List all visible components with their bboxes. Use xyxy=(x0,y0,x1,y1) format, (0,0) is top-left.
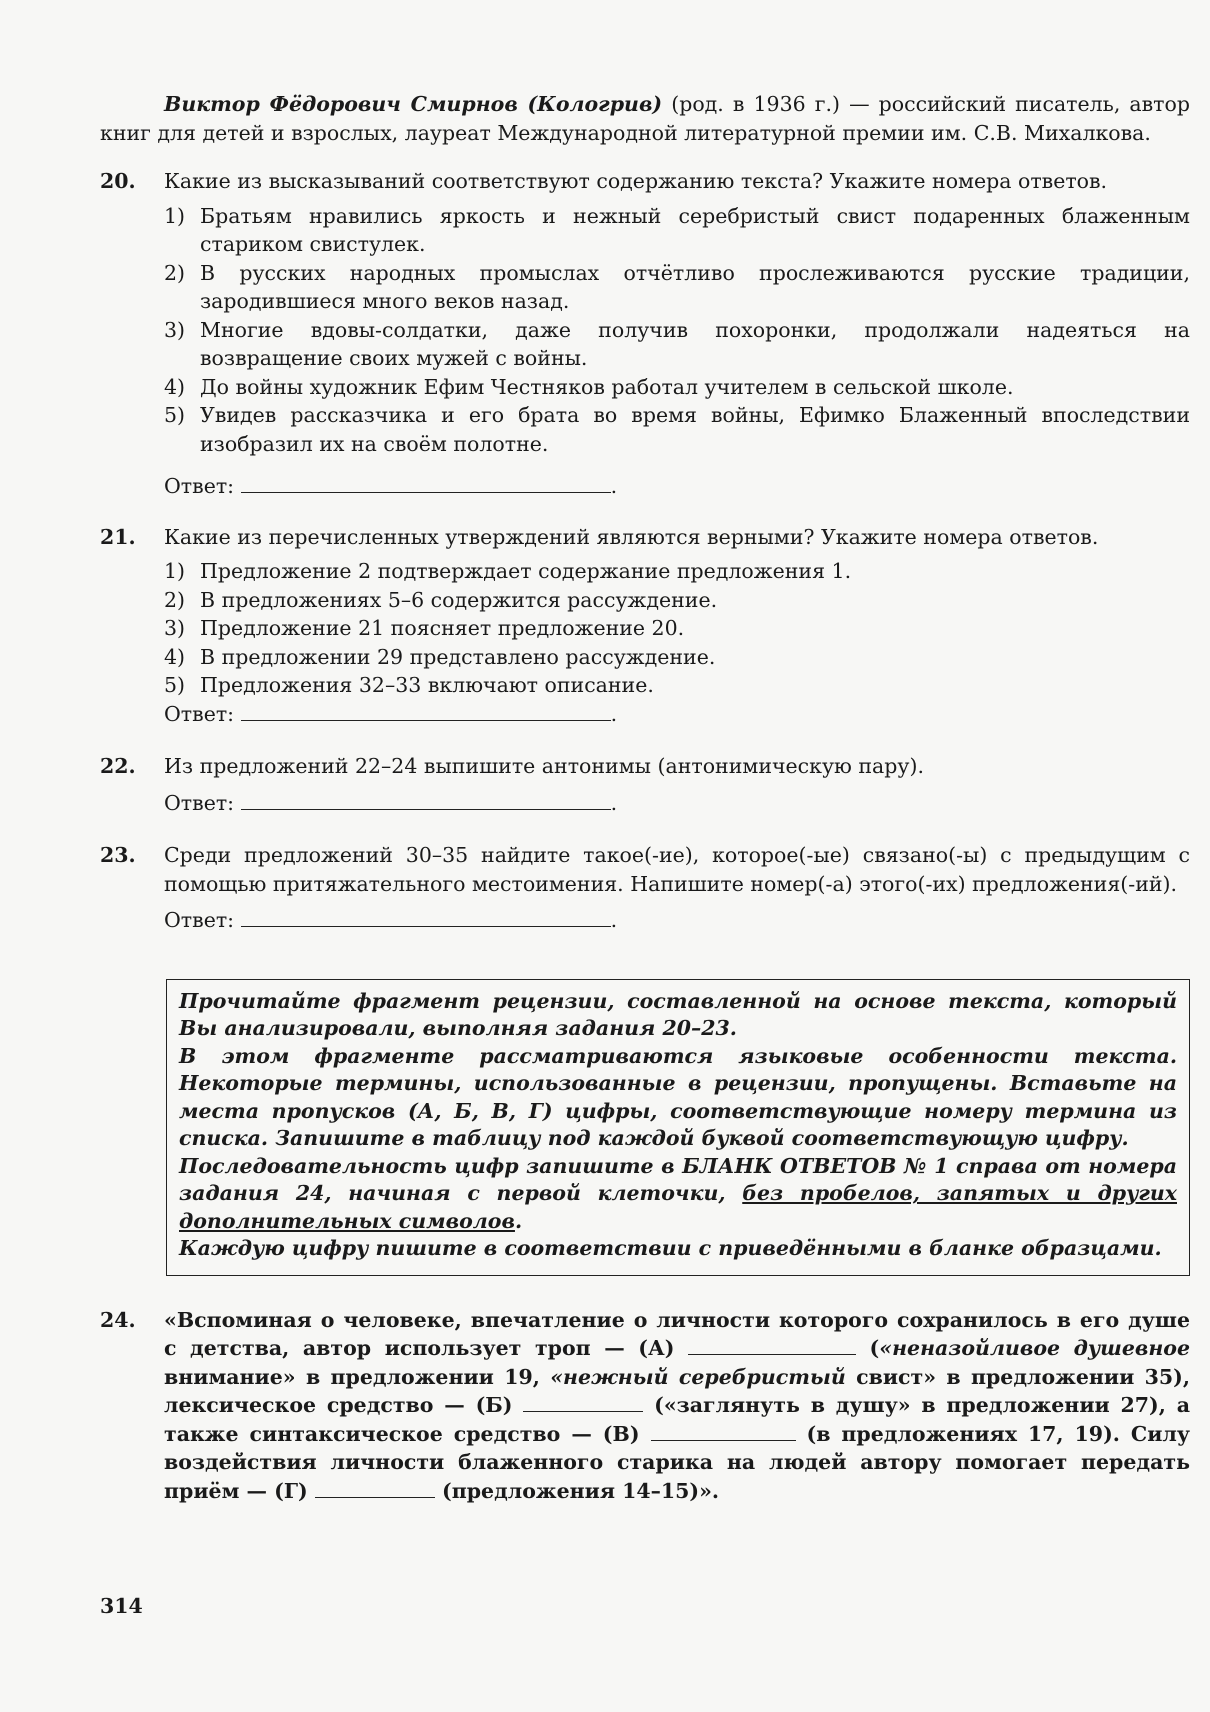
option-number: 2) xyxy=(164,260,186,285)
option-item xyxy=(164,202,1190,259)
option-number: 3) xyxy=(164,317,186,342)
review-fragment xyxy=(164,1306,1190,1506)
option-item xyxy=(164,316,1190,373)
option-number: 4) xyxy=(164,644,186,669)
option-item xyxy=(164,373,1190,402)
option-text: Предложение 2 подтверждает содержание предложения 1. xyxy=(200,559,852,583)
task-24 xyxy=(100,1306,1190,1506)
option-text: В предложении 29 представлено рассуждение. xyxy=(200,644,716,669)
option-number: 5) xyxy=(164,403,186,427)
answer-label: Ответ: xyxy=(164,908,235,932)
task-21 xyxy=(100,523,1190,729)
instruction-paragraph: Прочитайте фрагмент рецензии, составленной на основе текста, который Вы анализировали, выполняя задания 20–23. xyxy=(179,988,1177,1040)
option-item xyxy=(164,401,1190,458)
answer-line[interactable] xyxy=(241,906,611,927)
answer-line[interactable] xyxy=(241,789,611,810)
instruction-underlined: без пробелов, запятых и других дополнительных символов xyxy=(179,1181,1177,1233)
task-number: 20. xyxy=(100,169,136,193)
option-item xyxy=(164,557,1190,586)
option-number: 3) xyxy=(164,616,186,640)
author-bio xyxy=(100,90,1190,147)
option-number: 1) xyxy=(164,559,186,583)
task-number: 23. xyxy=(100,843,136,867)
review-text: ( xyxy=(855,1336,880,1360)
task-number: 21. xyxy=(100,524,136,549)
options-list xyxy=(164,557,1190,700)
option-text: В русских народных промыслах отчётливо прослеживаются русские традиции, зародившиеся много веков назад. xyxy=(200,260,1190,313)
review-text: («заглянуть в душу» в предложении 27), а также синтаксическое средство — (В) xyxy=(164,1393,1190,1446)
blank-g[interactable] xyxy=(315,1477,435,1498)
answer-row xyxy=(164,789,1190,818)
answer-end: . xyxy=(610,701,618,726)
answer-end: . xyxy=(610,908,618,932)
answer-label: Ответ: xyxy=(164,701,235,726)
option-text: В предложениях 5–6 содержится рассуждение. xyxy=(200,587,718,612)
instruction-text: . xyxy=(514,1208,523,1233)
answer-line[interactable] xyxy=(241,700,611,721)
task-23 xyxy=(100,841,1190,935)
review-text: (предложения 14–15)». xyxy=(434,1478,720,1503)
task-question: Какие из перечисленных утверждений являются верными? Укажите номера ответов. xyxy=(164,524,1099,549)
option-item xyxy=(164,586,1190,615)
instruction-paragraph: Каждую цифру пишите в соответствии с приведёнными в бланке образцами. xyxy=(179,1236,1162,1260)
answer-row xyxy=(164,700,1190,729)
task-question: Какие из высказываний соответствуют содержанию текста? Укажите номера ответов. xyxy=(164,169,1108,193)
option-number: 1) xyxy=(164,203,186,228)
option-text: Многие вдовы-солдатки, даже получив похоронки, продолжали надеяться на возвращение своих мужей с войны. xyxy=(200,317,1190,370)
option-number: 5) xyxy=(164,673,186,697)
review-text: «Вспоминая о человеке, впечатление о личности которого сохранилось в его душе с детства, автор использует троп — (А) xyxy=(164,1307,1190,1360)
answer-label: Ответ: xyxy=(164,474,235,498)
option-text: До войны художник Ефим Честняков работал учителем в сельской школе. xyxy=(200,374,1014,399)
review-text: внимание» в предложении 19, xyxy=(164,1364,551,1389)
blank-b[interactable] xyxy=(523,1391,643,1412)
answer-end: . xyxy=(610,790,618,815)
option-item xyxy=(164,671,1190,700)
answer-end: . xyxy=(610,474,618,498)
answer-row xyxy=(164,906,1190,935)
review-quote: «неназойливое душевное xyxy=(879,1336,1190,1360)
task-question: Среди предложений 30–35 найдите такое(-ие), которое(-ые) связано(-ы) с предыдущим с помощью притяжательного местоимения. Напишите номер(-а) этого(-их) предложения(-ий). xyxy=(164,843,1190,896)
task-number: 22. xyxy=(100,754,136,778)
answer-row xyxy=(164,472,1190,501)
answer-label: Ответ: xyxy=(164,790,235,815)
task-number: 24. xyxy=(100,1307,136,1332)
task-question: Из предложений 22–24 выпишите антонимы (антонимическую пару). xyxy=(164,754,924,778)
option-item xyxy=(164,614,1190,643)
review-text: (в предложениях 17, 19). Силу воздействия личности блаженного старика на людей автору помогает передать приём — (Г) xyxy=(164,1421,1190,1503)
option-item xyxy=(164,259,1190,316)
instruction-text: Последовательность цифр запишите в БЛАНК ОТВЕТОВ № 1 справа от номера задания 24, начиная с первой клеточки, xyxy=(179,1153,1177,1205)
task-22 xyxy=(100,752,1190,817)
task-20 xyxy=(100,167,1190,501)
options-list xyxy=(164,202,1190,459)
blank-v[interactable] xyxy=(651,1420,796,1441)
instruction-paragraph xyxy=(179,1153,1177,1236)
answer-line[interactable] xyxy=(241,472,611,493)
option-number: 4) xyxy=(164,374,186,399)
option-text: Предложение 21 поясняет предложение 20. xyxy=(200,616,685,640)
page-number: 314 xyxy=(100,1594,143,1618)
option-item xyxy=(164,643,1190,672)
blank-a[interactable] xyxy=(688,1334,856,1355)
option-number: 2) xyxy=(164,587,186,612)
author-bio-text: (род. в 1936 г.) — российский писатель, автор книг для детей и взрослых, лауреат Международной литературной премии им. С.В. Михалкова. xyxy=(100,92,1190,145)
author-name: Виктор Фёдорович Смирнов (Кологрив) xyxy=(164,92,663,116)
option-text: Увидев рассказчика и его брата во время войны, Ефимко Блаженный впоследствии изобразил их на своём полотне. xyxy=(200,403,1190,456)
document-page xyxy=(100,90,1190,1505)
review-quote: «нежный серебристый xyxy=(550,1364,846,1389)
review-text: свист» в предложении 35), лексическое средство — (Б) xyxy=(164,1364,1190,1417)
instruction-box xyxy=(166,979,1190,1276)
option-text: Предложения 32–33 включают описание. xyxy=(200,673,654,697)
instruction-paragraph: В этом фрагменте рассматриваются языковые особенности текста. Некоторые термины, использованные в рецензии, пропущены. Вставьте на места пропусков (А, Б, В, Г) цифры, соответствующие номеру термина из списка. Запишите в таблицу под каждой буквой соответствующую цифру. xyxy=(179,1043,1177,1150)
option-text: Братьям нравились яркость и нежный серебристый свист подаренных блаженным стариком свистулек. xyxy=(200,203,1190,256)
